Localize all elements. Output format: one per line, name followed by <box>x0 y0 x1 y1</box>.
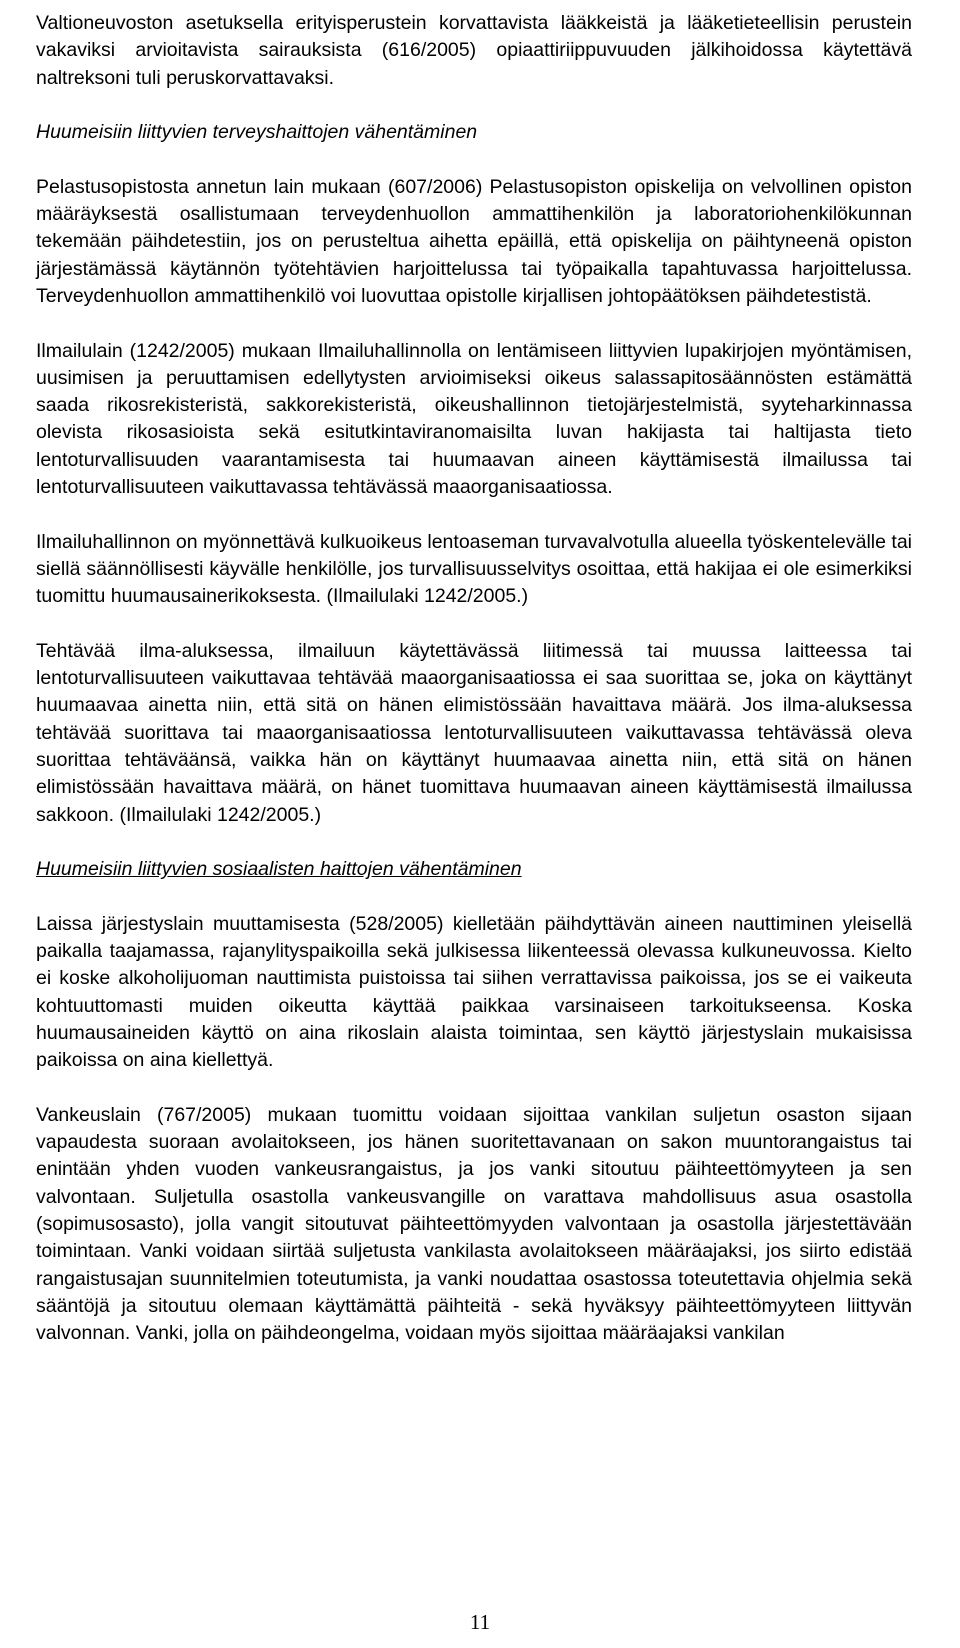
paragraph-imprisonment-act: Vankeuslain (767/2005) mukaan tuomittu voidaan sijoittaa vankilan suljetun osaston sijaan vapaudesta suoraan avolaitokseen, jos hänen suoritettavanaan on sakon muuntorangaistus tai enintään yhden vuoden vankeusrangaistus, ja jos vanki sitoutuu päihteettömyyteen ja sen valvontaan. Suljetulla osastolla vankeusvangille on varattava mahdollisuus asua osastolla (sopimusosasto), jolla vangit sitoutuvat päihteettömyyden valvontaan ja osastolla järjestettävään toimintaan. Vanki voidaan siirtää suljetusta vankilasta avolaitokseen määräajaksi, jos siirto edistää rangaistusajan suunnitelmien toteutumista, ja vanki noudattaa osastossa toteutettavia ohjelmia sekä sääntöjä ja sitoutuu olemaan käyttämättä päihteitä - sekä hyväksyy päihteettömyyteen liittyvän valvonnan. Vanki, jolla on päihdeongelma, voidaan myös sijoittaa määräajaksi vankilan <box>36 1103 912 1345</box>
paragraph-airport-access: Ilmailuhallinnon on myönnettävä kulkuoikeus lentoaseman turvavalvotulla alueella työskentelevälle tai siellä säännöllisesti käyvälle henkilölle, jos turvallisuusselvitys osoittaa, että hakijaa ei ole esimerkiksi tuomittu huumausainerikoksesta. (Ilmailulaki 1242/2005.) <box>36 530 912 608</box>
paragraph-public-order-act: Laissa järjestyslain muuttamisesta (528/2005) kielletään päihdyttävän aineen nauttiminen yleisellä paikalla taajamassa, rajanylityspaikoilla sekä julkisessa liikenteessä olevassa kulkuneuvossa. Kielto ei koske alkoholijuoman nauttimista puistoissa tai siihen verrattavissa paikoissa, jos se ei vaikeuta kohtuuttomasti muiden oikeutta käyttää paikkaa varsinaiseen tarkoitukseensa. Koska huumausaineiden käyttö on aina rikoslain alaista toimintaa, sen käyttö järjestyslain mukaisissa paikoissa on aina kiellettyä. <box>36 912 912 1072</box>
paragraph-aircraft-duties: Tehtävää ilma-aluksessa, ilmailuun käytettävässä liitimessä tai muussa laitteessa tai lentoturvallisuuteen vaikuttavaa tehtävää maaorganisaatiossa ei saa suorittaa se, joka on käyttänyt huumaavaa ainetta niin, että sitä on hänen elimistössään havaittava määrä. Jos ilma-aluksessa tehtävää suorittava tai maaorganisaatiossa lentoturvallisuuteen vaikuttavassa tehtävässä oleva suorittaa tehtäväänsä, vaikka hän on käyttänyt huumaavaa ainetta niin, että sitä on hänen elimistössään havaittava määrä, on hänet tuomittava huumaavan aineen käyttämisestä ilmailussa sakkoon. (Ilmailulaki 1242/2005.) <box>36 639 912 826</box>
paragraph-rescue-college: Pelastusopistosta annetun lain mukaan (607/2006) Pelastusopiston opiskelija on velvollinen opiston määräyksestä osallistumaan terveydenhuollon ammattihenkilön ja laboratoriohenkilökunnan tekemään päihdetestiin, jos on perusteltua aihetta epäillä, että opiskelija on päihtyneenä opiston järjestämässä käytännön työtehtävien harjoittelussa tai työpaikalla tapahtuvassa harjoittelussa. Terveydenhuollon ammattihenkilö voi luovuttaa opistolle kirjallisen johtopäätöksen päihdetestistä. <box>36 175 912 307</box>
page-number: 11 <box>469 1610 491 1634</box>
paragraph-naltrexone: Valtioneuvoston asetuksella erityisperustein korvattavista lääkkeistä ja lääketieteellisin perustein vakaviksi arvioitavista sairauksista (616/2005) opiaattiriippuvuuden jälkihoidossa käytettävä naltreksoni tuli peruskorvattavaksi. <box>36 12 912 89</box>
paragraph-aviation-act: Ilmailulain (1242/2005) mukaan Ilmailuhallinnolla on lentämiseen liittyvien lupakirjojen myöntämisen, uusimisen ja peruuttamisen edellytysten arvioimiseksi oikeus salassapitosäännösten estämättä saada rikosrekisteristä, sakkorekisteristä, oikeushallinnon tietojärjestelmistä, syyteharkinnassa olevista rikosasioista sekä esitutkintaviranomaisilta luvan hakijasta tai haltijasta tieto lentoturvallisuuden vaarantamisesta tai huumaavan aineen käyttämisestä ilmailussa tai lentoturvallisuuteen vaikuttavassa tehtävässä maaorganisaatiossa. <box>36 339 912 499</box>
heading-health-harms: Huumeisiin liittyvien terveyshaittojen vähentäminen <box>36 121 478 144</box>
heading-social-harms: Huumeisiin liittyvien sosiaalisten haittojen vähentäminen <box>36 858 522 881</box>
